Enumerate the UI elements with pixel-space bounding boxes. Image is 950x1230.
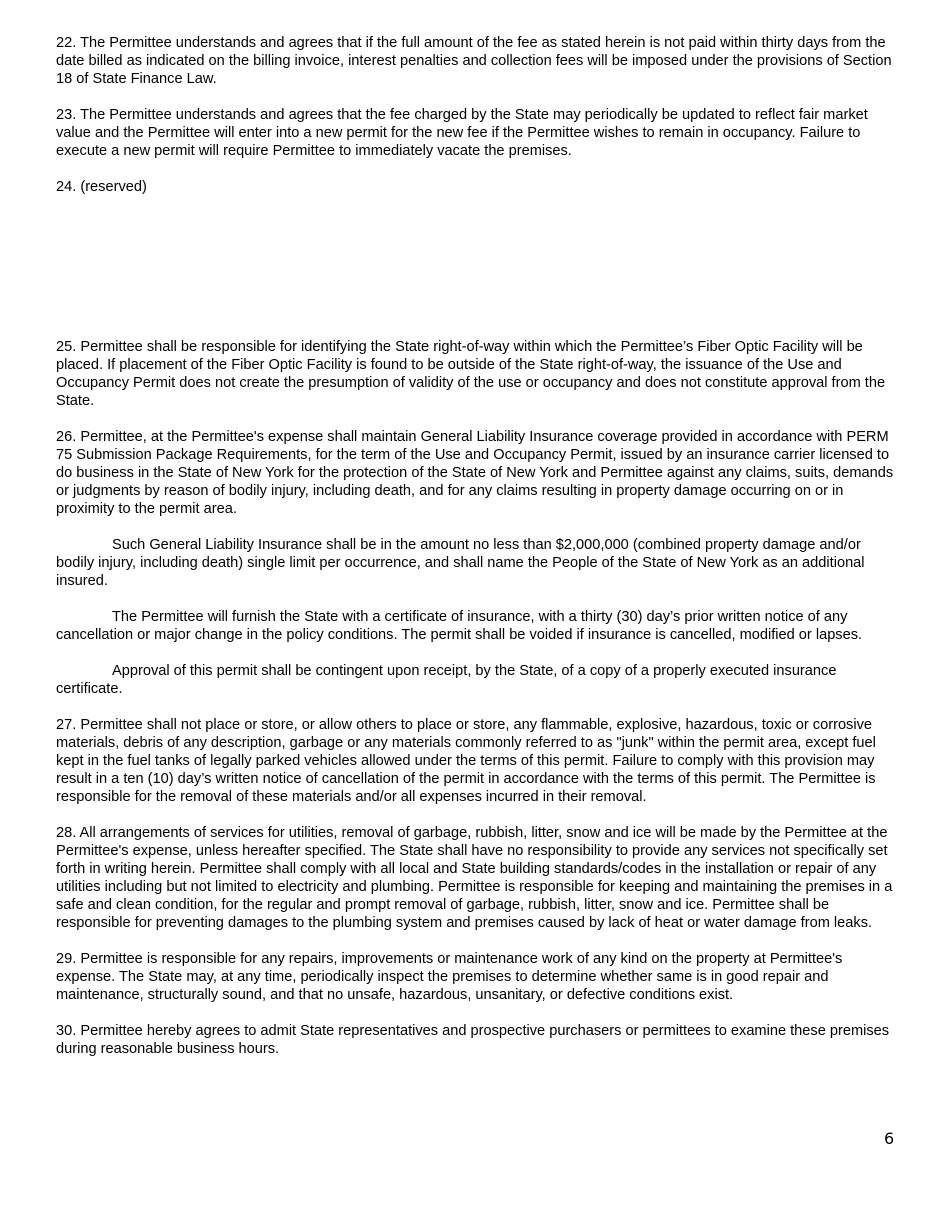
paragraph-23: 23. The Permittee understands and agrees that the fee charged by the State may periodically be updated to reflect fair market value and the Permittee will enter into a new permit for the new fee if the Permittee wishes to remain in occupancy. Failure to execute a new permit will require Permittee to immediately vacate the premises. bbox=[56, 107, 868, 159]
paragraph-26: 26. Permittee, at the Permittee's expense shall maintain General Liability Insurance coverage provided in accordance with PERM 75 Submission Package Requirements, for the term of the Use and Occupancy Permit, issued by an insurance carrier licensed to do business in the State of New York for the protection of the State of New York and Permittee against any claims, suits, demands or judgments by reason of bodily injury, including death, and for any claims resulting in property damage occurring on or in proximity to the permit area. bbox=[56, 429, 894, 517]
paragraph-29: 29. Permittee is responsible for any repairs, improvements or maintenance work of any kind on the property at Permittee's expense. The State may, at any time, periodically inspect the premises to determine whether same is in good repair and maintenance, structurally sound, and that no unsafe, hazardous, unsanitary, or defective conditions exist. bbox=[56, 951, 843, 1003]
paragraph-26-approval: Approval of this permit shall be contingent upon receipt, by the State, of a copy of a properly executed insurance certificate. bbox=[56, 663, 837, 697]
paragraph-22: 22. The Permittee understands and agrees that if the full amount of the fee as stated herein is not paid within thirty days from the date billed as indicated on the billing invoice, interest penalties and collection fees will be imposed under the provisions of Section 18 of State Finance Law. bbox=[56, 35, 892, 87]
paragraph-26-insurance-amount: Such General Liability Insurance shall be in the amount no less than $2,000,000 (combined property damage and/or bodily injury, including death) single limit per occurrence, and shall name the People of the State of New York as an additional insured. bbox=[56, 537, 865, 589]
paragraph-26-certificate: The Permittee will furnish the State with a certificate of insurance, with a thirty (30) day’s prior written notice of any cancellation or major change in the policy conditions. The permit shall be voided if insurance is cancelled, modified or lapses. bbox=[56, 609, 863, 643]
paragraph-30: 30. Permittee hereby agrees to admit State representatives and prospective purchasers or permittees to examine these premises during reasonable business hours. bbox=[56, 1023, 890, 1057]
page-number: 6 bbox=[884, 1129, 895, 1148]
paragraph-25: 25. Permittee shall be responsible for identifying the State right-of-way within which the Permittee’s Fiber Optic Facility will be placed. If placement of the Fiber Optic Facility is found to be outside of the State right-of-way, the issuance of the Use and Occupancy Permit does not create the presumption of validity of the use or occupancy and does not constitute approval from the State. bbox=[56, 339, 886, 409]
paragraph-28: 28. All arrangements of services for utilities, removal of garbage, rubbish, litter, snow and ice will be made by the Permittee at the Permittee's expense, unless hereafter specified. The State shall have no responsibility to provide any services not specifically set forth in writing herein. Permittee shall comply with all local and State building standards/codes in the installation or repair of any utilities including but not limited to electricity and plumbing. Permittee is responsible for keeping and maintaining the premises in a safe and clean condition, for the regular and prompt removal of garbage, rubbish, litter, snow and ice. Permittee shall be responsible for preventing damages to the plumbing system and premises caused by lack of heat or water damage from leaks. bbox=[56, 825, 893, 931]
paragraph-27: 27. Permittee shall not place or store, or allow others to place or store, any flammable, explosive, hazardous, toxic or corrosive materials, debris of any description, garbage or any materials commonly referred to as "junk" within the permit area, except fuel kept in the fuel tanks of legally parked vehicles allowed under the terms of this permit. Failure to comply with this provision may result in a ten (10) day’s written notice of cancellation of the permit in accordance with the terms of this permit. The Permittee is responsible for the removal of these materials and/or all expenses incurred in their removal. bbox=[56, 717, 876, 805]
paragraph-24: 24. (reserved) bbox=[56, 179, 147, 195]
document-body bbox=[56, 34, 898, 1076]
blank-space bbox=[56, 214, 898, 338]
